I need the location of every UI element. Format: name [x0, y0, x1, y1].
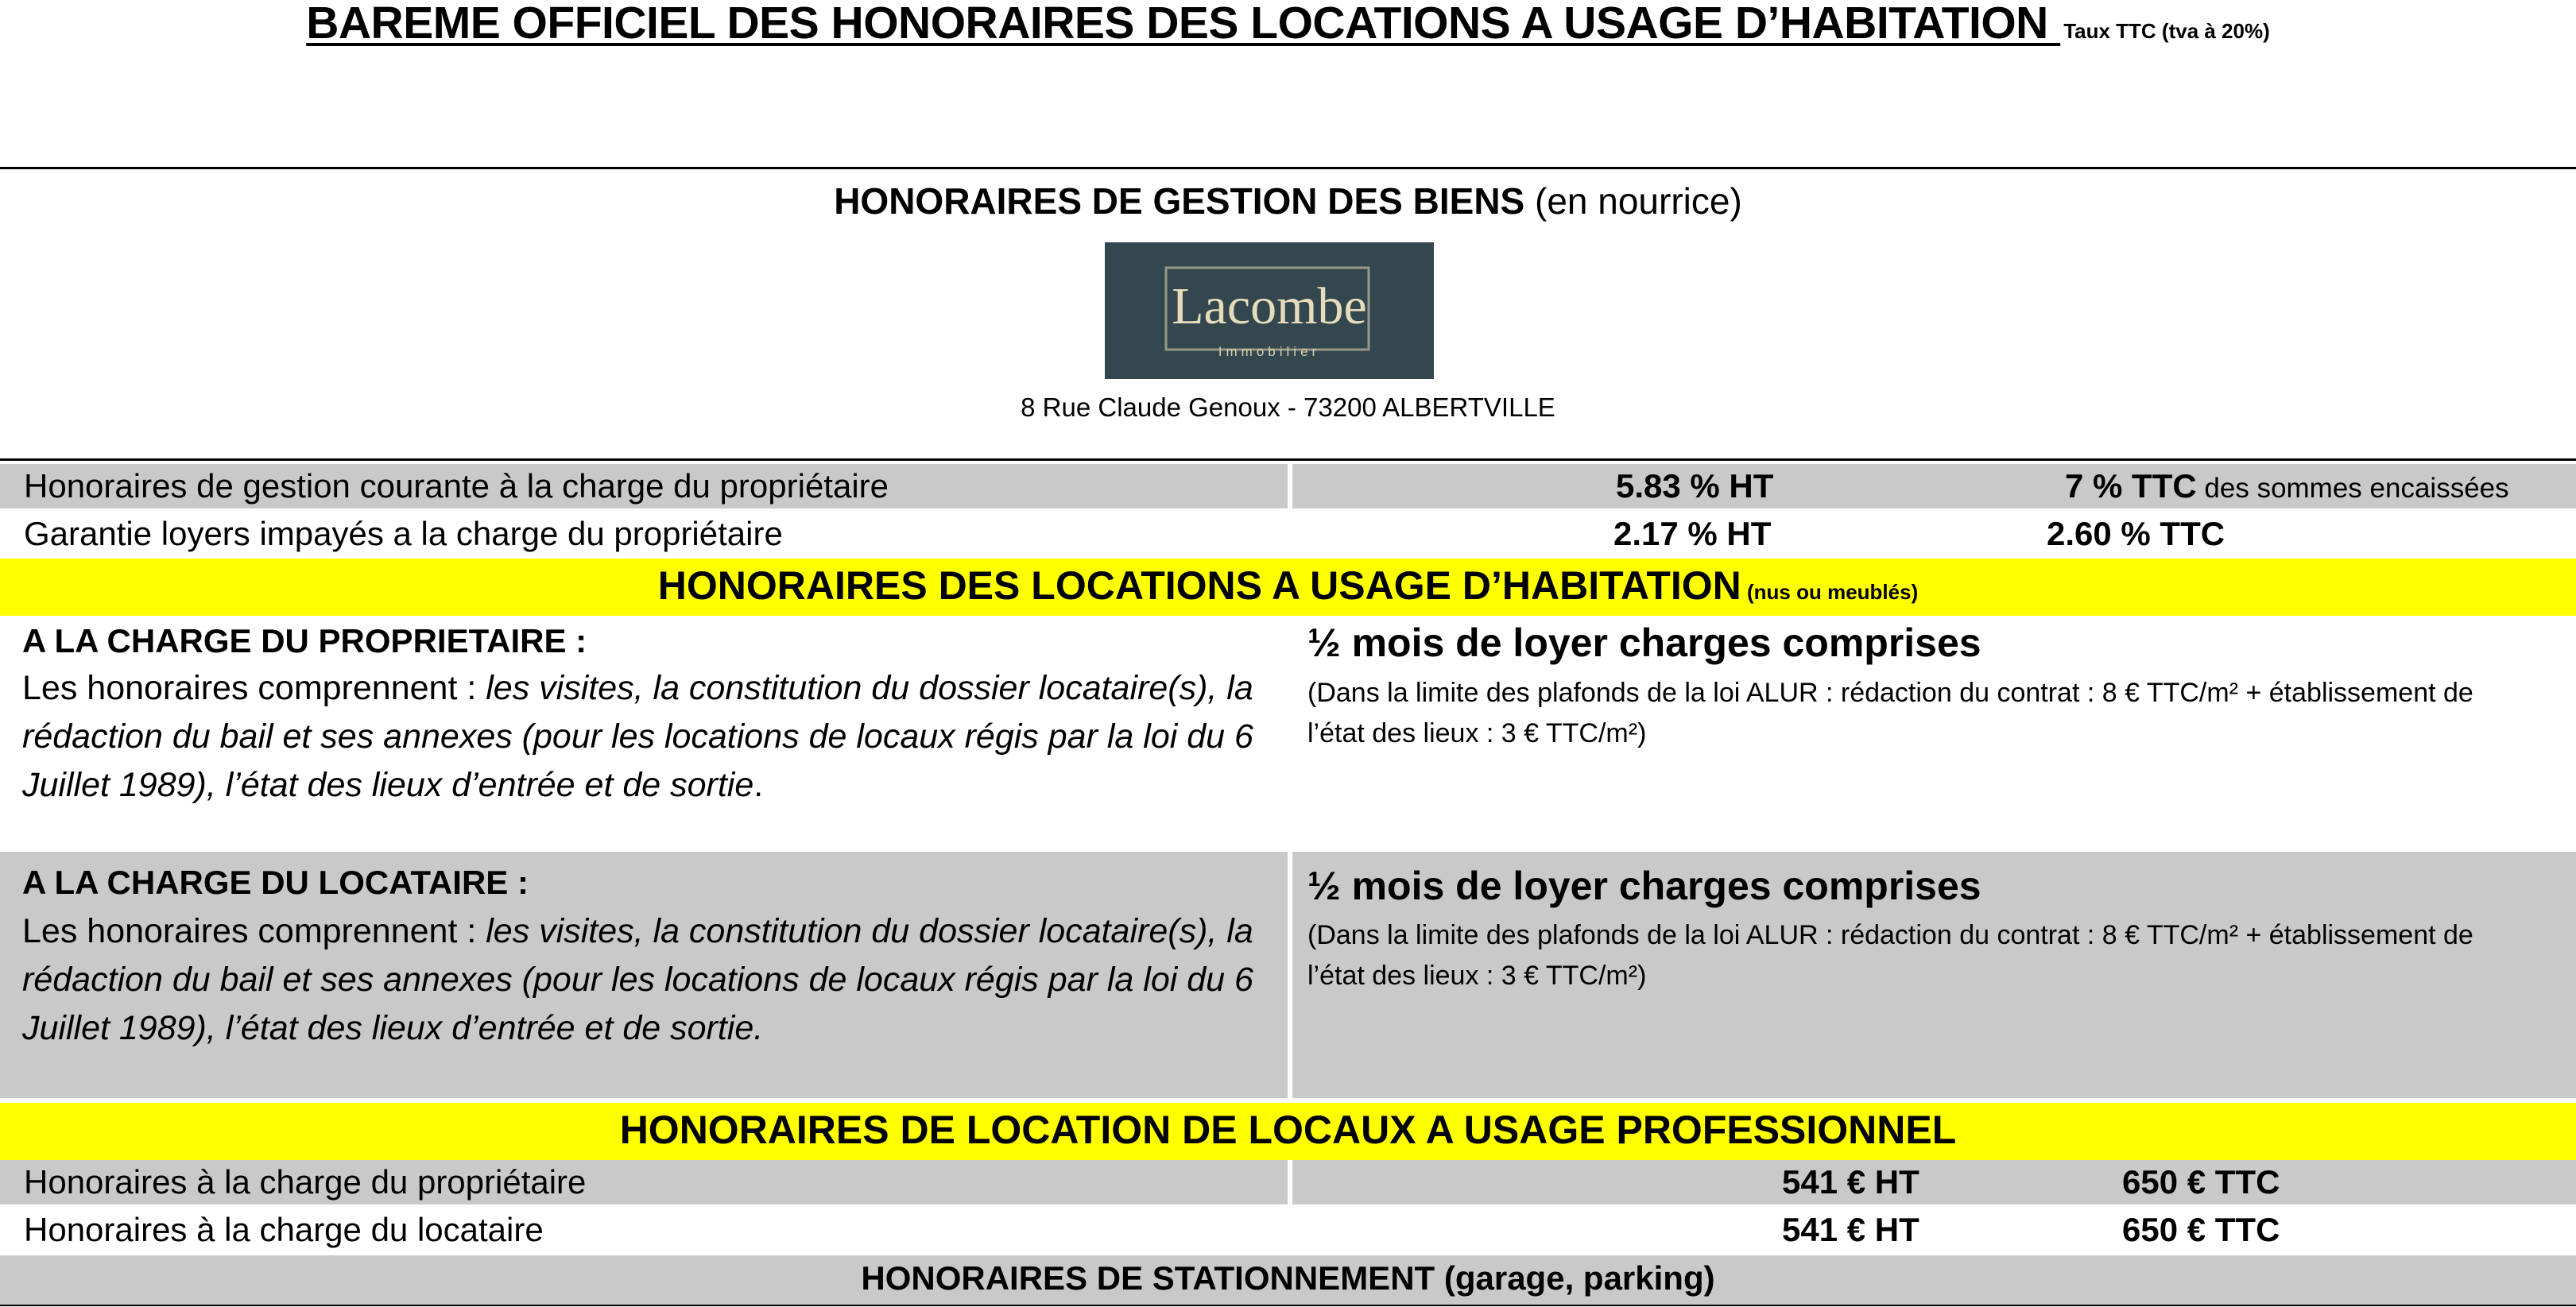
gestion-row-1-ttc-value: 7 % TTC: [2065, 467, 2197, 505]
proprietaire-italic: les visites, la constitution du dossier locataire(s), la rédaction du bail et ses annexes (pour les locations de locaux régis par la loi du 6 Juillet 1989), l’état des lieux d’entrée et de sortie: [22, 669, 1253, 804]
bareme-title: BAREME OFFICIEL DES HONORAIRES DES LOCATIONS A USAGE D’HABITATION: [306, 0, 2061, 48]
proprietaire-description: [22, 664, 1262, 810]
professionnel-row-1-label: Honoraires à la charge du propriétaire: [24, 1163, 587, 1201]
cell-divider: [1288, 464, 1292, 508]
gestion-row-1-ht: 5.83 % HT: [1616, 467, 1774, 505]
locataire-description: [22, 907, 1262, 1053]
page-title: [0, 0, 2576, 49]
locataire-intro: Les honoraires comprennent :: [22, 912, 486, 950]
gestion-title-suffix: (en nourrice): [1524, 180, 1742, 222]
professionnel-row-2-ht: 541 € HT: [1782, 1211, 1919, 1248]
proprietaire-intro: Les honoraires comprennent :: [22, 669, 486, 707]
locataire-heading: A LA CHARGE DU LOCATAIRE :: [22, 864, 529, 901]
gestion-title: [0, 180, 2576, 222]
top-divider: [0, 167, 2576, 169]
gestion-row-1-ttc-suffix: des sommes encaissées: [2196, 473, 2509, 504]
bottom-divider: [0, 1305, 2576, 1306]
logo-sub: Immobilier: [1218, 344, 1321, 359]
gestion-title-bold: HONORAIRES DE GESTION DES BIENS: [834, 180, 1525, 222]
cell-divider: [1288, 1160, 1292, 1205]
proprietaire-end: .: [753, 766, 764, 804]
logo-text: Lacombe: [1172, 277, 1367, 335]
proprietaire-note: (Dans la limite des plafonds de la loi ALUR : rédaction du contrat : 8 € TTC/m² + établissement de l’état des lieux : 3 € TTC/m²): [1307, 678, 2473, 748]
habitation-title-text: HONORAIRES DES LOCATIONS A USAGE D’HABITATION: [657, 563, 1741, 608]
proprietaire-amount: ½ mois de loyer charges comprises: [1307, 621, 1981, 665]
cell-divider: [1288, 852, 1292, 1098]
locataire-amount: ½ mois de loyer charges comprises: [1307, 864, 1981, 908]
agency-address: 8 Rue Claude Genoux - 73200 ALBERTVILLE: [1021, 392, 1555, 422]
professionnel-row-2-label: Honoraires à la charge du locataire: [24, 1211, 544, 1248]
gestion-row-2-label: Garantie loyers impayés a la charge du propriétaire: [24, 515, 783, 552]
taux-note: Taux TTC (tva à 20%): [2063, 19, 2270, 43]
habitation-title-small: (nus ou meublés): [1741, 580, 1919, 604]
professionnel-row-1-ttc: 650 € TTC: [2122, 1163, 2280, 1201]
gestion-divider: [0, 458, 2576, 461]
proprietaire-heading: A LA CHARGE DU PROPRIETAIRE :: [22, 622, 587, 659]
professionnel-title: HONORAIRES DE LOCATION DE LOCAUX A USAGE PROFESSIONNEL: [619, 1108, 1957, 1152]
locataire-note: (Dans la limite des plafonds de la loi ALUR : rédaction du contrat : 8 € TTC/m² + établissement de l’état des lieux : 3 € TTC/m²): [1307, 920, 2473, 991]
professionnel-row-2-ttc: 650 € TTC: [2122, 1211, 2280, 1248]
agency-logo: [1105, 242, 1434, 379]
habitation-title: [0, 563, 2576, 609]
gestion-row-1-label: Honoraires de gestion courante à la charge du propriétaire: [24, 467, 889, 505]
stationnement-title: HONORAIRES DE STATIONNEMENT (garage, parking): [861, 1259, 1715, 1297]
gestion-row-1-ttc: [2065, 467, 2509, 505]
gestion-row-2-ttc: 2.60 % TTC: [2047, 515, 2225, 552]
professionnel-row-1-ht: 541 € HT: [1782, 1163, 1919, 1201]
gestion-row-2-ht: 2.17 % HT: [1613, 515, 1772, 552]
locataire-italic: les visites, la constitution du dossier locataire(s), la rédaction du bail et ses annexes (pour les locations de locaux régis par la loi du 6 Juillet 1989), l’état des lieux d’entrée et de sortie.: [22, 912, 1253, 1047]
